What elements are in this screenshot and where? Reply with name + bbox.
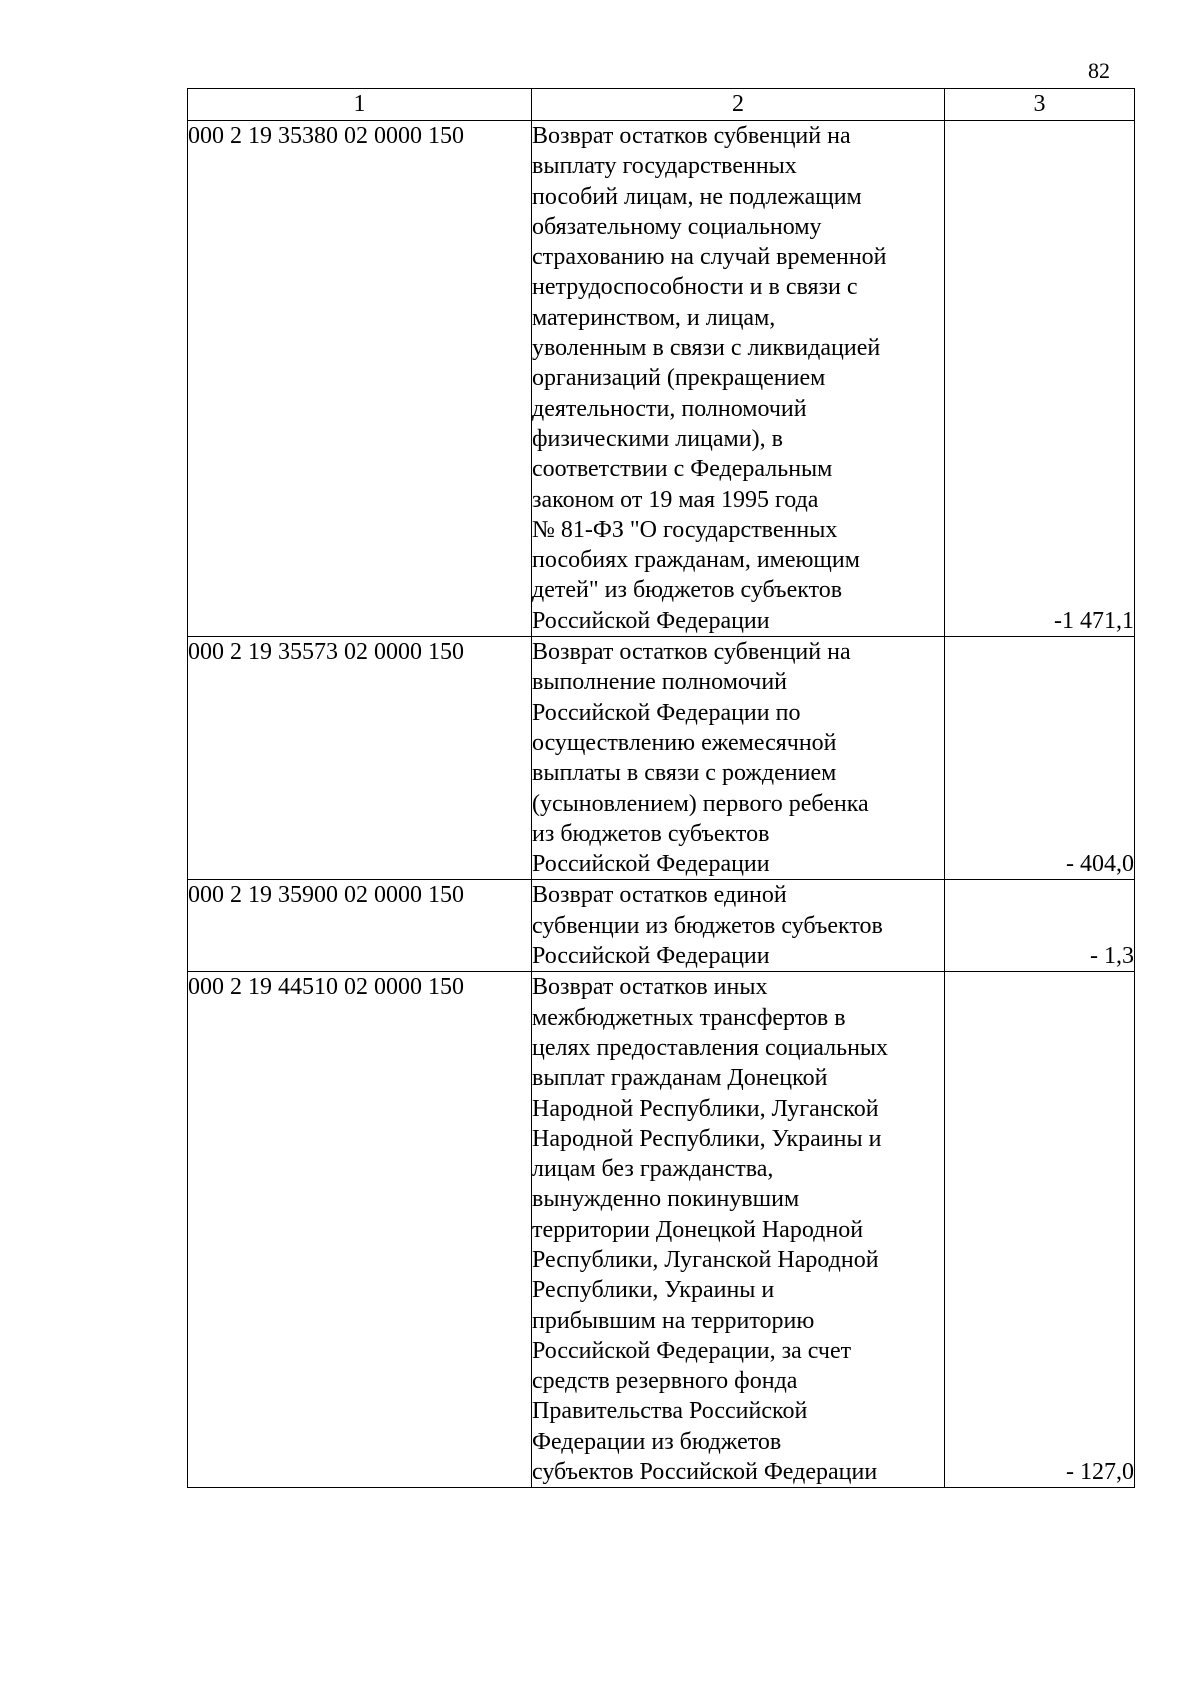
table-body — [188, 121, 1135, 1488]
description-line: осуществлению ежемесячной — [532, 729, 837, 756]
description-line: выплат гражданам Донецкой — [532, 1065, 828, 1092]
description-line: межбюджетных трансфертов в — [532, 1004, 846, 1031]
description-cell — [532, 637, 945, 880]
description-line: прибывшим на территорию — [532, 1307, 815, 1334]
description-line: выплаты в связи с рождением — [532, 760, 837, 787]
description-line: № 81-ФЗ "О государственных — [532, 516, 838, 543]
column-header-amount: 3 — [945, 89, 1135, 121]
budget-code-cell: 000 2 19 35380 02 0000 150 — [188, 121, 532, 637]
description-line: Возврат остатков субвенций на — [532, 123, 851, 149]
description-line: Возврат остатков субвенций на — [532, 639, 851, 666]
description-line: Республики, Украины и — [532, 1277, 775, 1304]
description-line: Правительства Российской — [532, 1398, 808, 1425]
column-header-description: 2 — [532, 89, 945, 121]
description-line: пособий лицам, не подлежащим — [532, 183, 862, 210]
description-line: обязательному социальному — [532, 213, 822, 240]
amount-cell: - 127,0 — [945, 972, 1135, 1488]
description-line: Российской Федерации по — [532, 699, 801, 726]
description-line: выплату государственных — [532, 153, 797, 180]
description-line: материнством, и лицам, — [532, 304, 776, 331]
amount-cell: -1 471,1 — [945, 121, 1135, 637]
amount-cell: - 1,3 — [945, 880, 1135, 972]
table-row — [188, 121, 1135, 637]
description-line: (усыновлением) первого ребенка — [532, 790, 869, 817]
table-row — [188, 637, 1135, 880]
description-line: деятельности, полномочий — [532, 395, 807, 422]
description-line: организаций (прекращением — [532, 365, 826, 392]
description-line: лицам без гражданства, — [532, 1156, 774, 1183]
description-line: уволенным в связи с ликвидацией — [532, 335, 881, 362]
description-line: из бюджетов субъектов — [532, 820, 770, 847]
description-cell — [532, 121, 945, 637]
description-line: субъектов Российской Федерации — [532, 1459, 878, 1486]
budget-code-cell: 000 2 19 35900 02 0000 150 — [188, 880, 532, 972]
column-header-code: 1 — [188, 89, 532, 121]
description-line: Народной Республики, Украины и — [532, 1125, 882, 1152]
budget-table — [187, 88, 1135, 1488]
description-line: соответствии с Федеральным — [532, 456, 833, 483]
description-line: Российской Федерации — [532, 943, 770, 970]
description-line: Российской Федерации — [532, 851, 770, 878]
description-line: средств резервного фонда — [532, 1368, 798, 1395]
page-number: 82 — [1088, 58, 1110, 83]
description-line: вынужденно покинувшим — [532, 1186, 800, 1213]
amount-cell: - 404,0 — [945, 637, 1135, 880]
description-line: Возврат остатков иных — [532, 974, 768, 1001]
table-row — [188, 972, 1135, 1488]
description-line: Республики, Луганской Народной — [532, 1246, 879, 1273]
description-line: Федерации из бюджетов — [532, 1428, 782, 1455]
table-row — [188, 880, 1135, 972]
description-line: Народной Республики, Луганской — [532, 1095, 879, 1122]
description-line: выполнение полномочий — [532, 669, 788, 696]
description-line: Российской Федерации, за счет — [532, 1337, 852, 1364]
description-cell — [532, 972, 945, 1488]
description-line: Российской Федерации — [532, 607, 770, 634]
description-line: страхованию на случай временной — [532, 244, 887, 271]
description-line: Возврат остатков единой — [532, 882, 787, 909]
description-line: нетрудоспособности и в связи с — [532, 274, 858, 301]
description-line: территории Донецкой Народной — [532, 1216, 864, 1243]
description-line: пособиях гражданам, имеющим — [532, 547, 860, 574]
description-cell — [532, 880, 945, 972]
description-line: физическими лицами), в — [532, 425, 783, 452]
description-line: детей" из бюджетов субъектов — [532, 577, 843, 604]
budget-code-cell: 000 2 19 44510 02 0000 150 — [188, 972, 532, 1488]
description-line: целях предоставления социальных — [532, 1034, 889, 1061]
description-line: законом от 19 мая 1995 года — [532, 486, 819, 513]
table-header-row — [188, 89, 1135, 121]
budget-code-cell: 000 2 19 35573 02 0000 150 — [188, 637, 532, 880]
description-line: субвенции из бюджетов субъектов — [532, 912, 883, 939]
